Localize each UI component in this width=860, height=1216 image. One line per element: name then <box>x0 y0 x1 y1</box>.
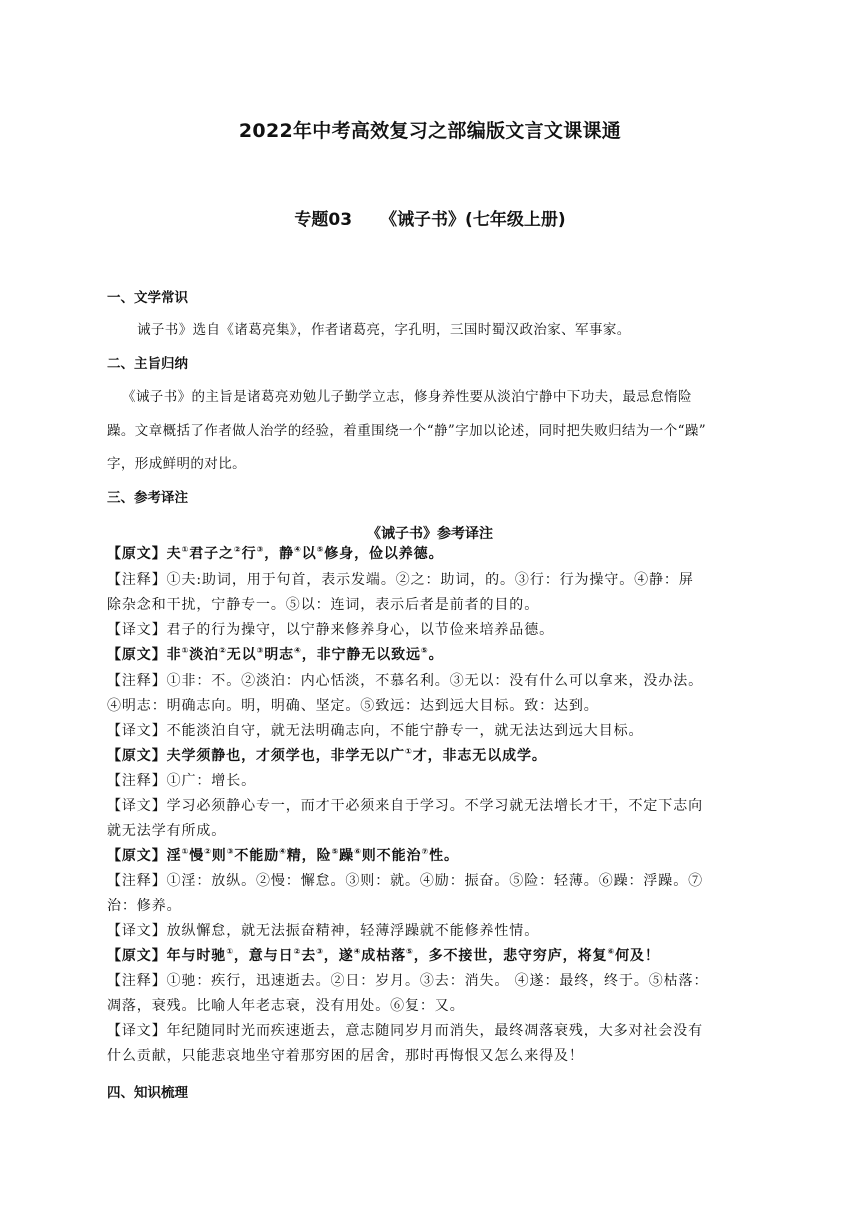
translation-line: 【译文】放纵懈怠，就无法振奋精神，轻薄浮躁就不能修养性情。 <box>107 923 540 939</box>
annotation-line: 【注释】①非：不。②淡泊：内心恬淡，不慕名利。③无以：没有什么可以拿来，没办法。 <box>107 673 704 689</box>
page-subtitle <box>0 205 860 230</box>
subtitle-topic: 专题03 <box>294 210 353 230</box>
original-text-line: 【原文】夫学须静也，才须学也，非学无以广①才，非志无以成学。 <box>107 747 547 764</box>
translation-table-title: 《诫子书》参考译注 <box>367 526 493 542</box>
translation-line: 什么贡献，只能悲哀地坐守着那穷困的居舍，那时再悔恨又怎么来得及！ <box>107 1048 584 1064</box>
paragraph-line: 诫子书》选自《诸葛亮集》，作者诸葛亮，字孔明，三国时蜀汉政治家、军事家。 <box>137 322 631 338</box>
annotation-line: 治：修养。 <box>107 898 182 914</box>
page-title: 2022年中考高效复习之部编版文言文课课通 <box>238 120 622 142</box>
original-text-line: 【原文】年与时驰①，意与日②去③，遂④成枯落⑤，多不接世，悲守穷庐，将复⑥何及！ <box>107 947 660 964</box>
annotation-line: ④明志：明确志向。明，明确、坚定。⑤致远：达到远大目标。致：达到。 <box>107 698 599 714</box>
annotation-line: 【注释】①淫：放纵。②慢：懈怠。③则：就。④励：振奋。⑤险：轻薄。⑥躁：浮躁。⑦ <box>107 873 704 889</box>
annotation-line: 除杂念和干扰，宁静专一。⑤以：连词，表示后者是前者的目的。 <box>107 597 540 613</box>
section-heading-literature: 一、文学常识 <box>107 290 188 306</box>
paragraph-line: 《诫子书》的主旨是诸葛亮劝勉儿子勤学立志，修身养性要从淡泊宁静中下功夫，最忌怠惰险 <box>122 389 692 405</box>
paragraph-line: 躁。文章概括了作者做人治学的经验，着重围绕一个“静”字加以论述，同时把失败归结为一个“躁” <box>107 423 707 439</box>
translation-line: 【译文】不能淡泊自守，就无法明确志向，不能宁静专一，就无法达到远大目标。 <box>107 723 644 739</box>
annotation-line: 【注释】①广：增长。 <box>107 773 257 789</box>
original-text-line: 【原文】淫①慢②则③不能励④精，险⑤躁⑥则不能治⑦性。 <box>107 847 459 864</box>
translation-line: 【译文】君子的行为操守，以宁静来修养身心，以节俭来培养品德。 <box>107 622 555 638</box>
section-heading-theme: 二、主旨归纳 <box>107 356 188 372</box>
annotation-line: 凋落，衰残。比喻人年老志衰，没有用处。⑥复：又。 <box>107 998 465 1014</box>
translation-line: 就无法学有所成。 <box>107 823 227 839</box>
paragraph-line: 字，形成鲜明的对比。 <box>107 456 246 472</box>
annotation-tag: 【注释】 <box>107 572 167 588</box>
original-tag: 【原文】 <box>107 546 167 562</box>
subtitle-name: 《诫子书》(七年级上册) <box>380 210 566 230</box>
section-heading-knowledge: 四、知识梳理 <box>107 1085 188 1101</box>
translation-line: 【译文】年纪随同时光而疾速逝去，意志随同岁月而消失，最终凋落衰残，大多对社会没有 <box>107 1023 704 1039</box>
translation-line: 【译文】学习必须静心专一，而才干必须来自于学习。不学习就无法增长才干，不定下志向 <box>107 798 704 814</box>
original-text-line: 【原文】夫①君子之②行③，静④以⑤修身，俭以养德。 <box>107 545 444 562</box>
annotation-line: 【注释】①夫:助词，用于句首，表示发端。②之：助词，的。③行：行为操守。④静：屏 <box>107 572 694 588</box>
translation-tag: 【译文】 <box>107 622 167 638</box>
annotation-line: 【注释】①驰：疾行，迅速逝去。②日：岁月。③去：消失。 ④遂：最终，终于。⑤枯落： <box>107 973 709 989</box>
section-heading-translation: 三、参考译注 <box>107 490 188 506</box>
original-text-line: 【原文】非①淡泊②无以③明志④，非宁静无以致远⑤。 <box>107 646 444 663</box>
